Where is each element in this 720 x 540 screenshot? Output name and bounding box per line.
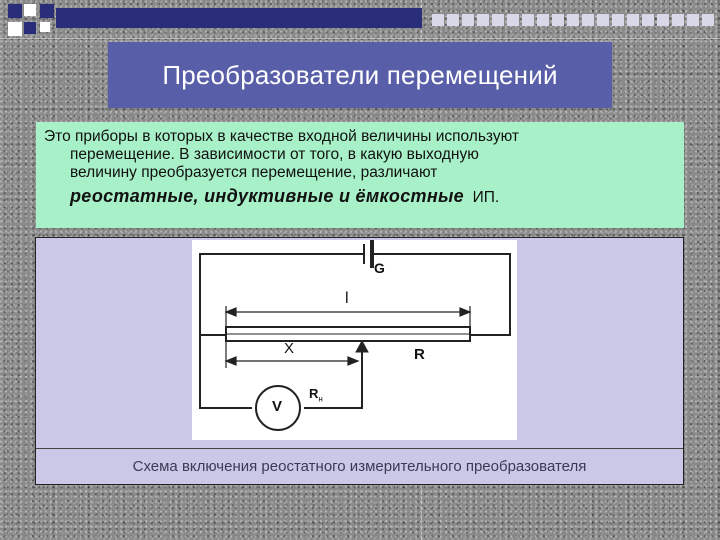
load-label-main: R bbox=[309, 386, 319, 401]
description-line-2: перемещение. В зависимости от того, в какую выходную bbox=[70, 146, 479, 163]
description-line-4 bbox=[44, 187, 674, 207]
description-line-3: величину преобразуется перемещение, различают bbox=[70, 164, 438, 181]
voltmeter-label: V bbox=[272, 398, 283, 415]
generator-label: G bbox=[374, 260, 385, 276]
circuit-svg bbox=[192, 240, 517, 440]
load-label-sub: н bbox=[318, 394, 323, 404]
slide-title: Преобразователи перемещений bbox=[108, 42, 612, 108]
description-text bbox=[36, 122, 684, 228]
figure-caption: Схема включения реостатного измерительного преобразователя bbox=[132, 457, 587, 475]
battery-icon bbox=[364, 240, 372, 268]
figure-frame bbox=[35, 237, 684, 485]
resistor-label: R bbox=[414, 346, 425, 363]
circuit-diagram bbox=[192, 240, 517, 440]
length-label: l bbox=[345, 290, 349, 307]
length-dimension bbox=[226, 306, 470, 327]
wire-top-left bbox=[200, 254, 364, 335]
description-line-1: Это приборы в которых в качестве входной величины используют bbox=[44, 128, 519, 145]
abbreviation-text: ИП. bbox=[472, 189, 500, 206]
arrow-icon bbox=[356, 341, 368, 360]
emphasis-text: реостатные, индуктивные и ёмкостные bbox=[70, 186, 464, 206]
load-label bbox=[309, 386, 323, 404]
decorative-squares bbox=[0, 0, 720, 40]
wire-top-right bbox=[372, 254, 510, 335]
displacement-label: X bbox=[284, 340, 295, 357]
